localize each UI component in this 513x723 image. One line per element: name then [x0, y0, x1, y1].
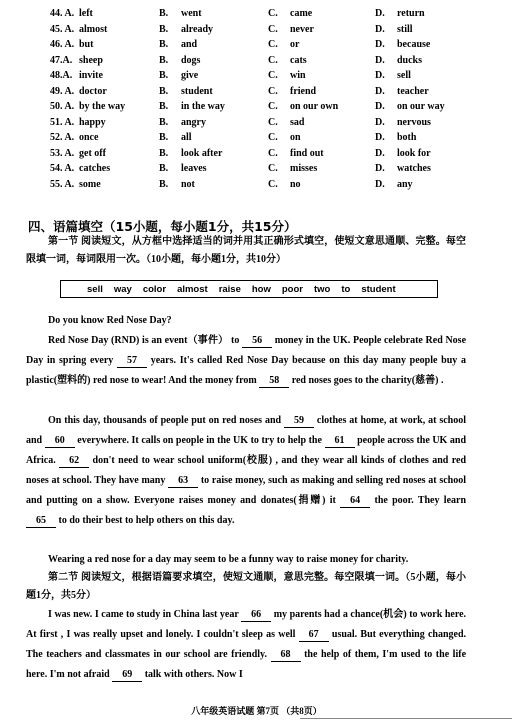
question-number: 53. A. — [50, 147, 75, 159]
option-b-letter: B. — [159, 147, 169, 159]
word-box-item: color — [142, 283, 167, 295]
option-d-letter: D. — [375, 132, 385, 143]
option-c: misses — [290, 163, 318, 174]
option-a: but — [79, 39, 94, 50]
passage-text: red noses goes to the charity(慈善) . — [291, 375, 444, 386]
choice-row — [0, 179, 513, 195]
option-b: not — [181, 178, 195, 190]
option-a: invite — [79, 70, 103, 81]
option-c-letter: C. — [268, 147, 278, 159]
option-d-letter: D. — [375, 116, 385, 128]
option-b-letter: B. — [159, 116, 169, 128]
passage-text: my parents had a chance(机会) to work here. At first , I was really upset and lonely. I couldn't sleep as well — [26, 609, 467, 640]
word-box-item: poor — [281, 283, 303, 295]
choice-row — [0, 132, 513, 148]
option-d-letter: D. — [375, 23, 385, 35]
option-b-letter: B. — [159, 8, 169, 19]
word-box-item: sell — [87, 283, 103, 295]
choice-row — [0, 70, 513, 86]
choice-row — [0, 148, 513, 164]
footer-rule — [300, 718, 512, 719]
passage-text: On this day, thousands of people put on red noses and — [48, 415, 282, 426]
option-d-letter: D. — [375, 101, 385, 112]
option-d: watches — [397, 163, 431, 174]
option-c: came — [290, 8, 313, 19]
passage-text: I was new. I came to study in China last year — [48, 609, 239, 620]
option-b: give — [181, 70, 199, 81]
passage-text: the poor. They learn — [374, 495, 467, 506]
option-c-letter: C. — [268, 23, 278, 35]
option-d: still — [397, 23, 413, 35]
passage-text: everywhere. It calls on people in the UK to try to help the — [77, 435, 322, 446]
part1-instructions: 第一节 阅读短文，从方框中选择适当的词并用其正确形式填空，使短文意思通顺、完整。每空限填一词，每词限用一次。（10小题，每小题1分，共10分） — [26, 236, 466, 265]
option-d-letter: D. — [375, 70, 385, 81]
question-number: 48.A. — [50, 70, 73, 81]
option-a: once — [79, 132, 99, 143]
passage-text: people across the UK and Africa. — [26, 435, 467, 466]
option-b-letter: B. — [159, 132, 169, 143]
option-b: look after — [181, 147, 223, 159]
word-box-item: student — [361, 283, 396, 295]
option-d-letter: D. — [375, 163, 385, 174]
option-b: dogs — [181, 54, 201, 66]
option-d-letter: D. — [375, 54, 385, 66]
blank-number: 60 — [45, 435, 75, 448]
question-number: 55. A. — [50, 178, 75, 190]
option-a: some — [79, 178, 101, 190]
option-c: no — [290, 178, 301, 190]
blank-number: 59 — [284, 415, 314, 428]
passage-text: don't need to wear school uniform(校服) , and they wear all kinds of clothes and red noses at school. They have many — [26, 455, 467, 486]
blank-number: 63 — [168, 475, 198, 488]
option-c-letter: C. — [268, 116, 278, 128]
word-box-item: how — [251, 283, 271, 295]
paragraph-2 — [26, 411, 466, 531]
option-c-letter: C. — [268, 85, 278, 97]
option-d: return — [397, 8, 425, 19]
option-b-letter: B. — [159, 163, 169, 174]
blank-number: 62 — [59, 455, 89, 468]
passage-text: usual. But everything changed. The teachers and classmates in our school are friendly. — [26, 629, 467, 660]
choice-row — [0, 101, 513, 117]
option-d: because — [397, 39, 431, 50]
passage-title: Do you know Red Nose Day? — [48, 315, 172, 326]
option-c: find out — [290, 147, 324, 159]
option-b-letter: B. — [159, 23, 169, 35]
choice-row — [0, 86, 513, 102]
option-a: catches — [79, 163, 111, 174]
question-number: 51. A. — [50, 116, 75, 128]
blank-number: 69 — [112, 669, 142, 682]
option-d-letter: D. — [375, 147, 385, 159]
word-box-item: way — [113, 283, 132, 295]
question-number: 50. A. — [50, 101, 75, 112]
blank-number: 66 — [241, 609, 271, 622]
passage-text: money in the UK. People celebrate Red Nose Day in spring every — [26, 335, 467, 366]
question-number: 49. A. — [50, 85, 75, 97]
question-number: 54. A. — [50, 163, 75, 174]
choice-row — [0, 117, 513, 133]
blank-number: 68 — [271, 649, 301, 662]
option-d: both — [397, 132, 417, 143]
blank-number: 65 — [26, 515, 56, 528]
option-d: any — [397, 178, 413, 190]
question-number: 47.A. — [50, 54, 73, 66]
option-b: leaves — [181, 163, 207, 174]
question-number: 46. A. — [50, 39, 75, 50]
passage-text: to do their best to help others on this day. — [58, 515, 235, 526]
option-b: went — [181, 8, 202, 19]
question-number: 45. A. — [50, 23, 75, 35]
part2-instructions: 第二节 阅读短文，根据语篇要求填空，使短文通顺，意思完整。每空限填一词。（5小题，每小题1分，共5分） — [26, 572, 466, 601]
paragraph-4 — [26, 605, 466, 685]
question-number: 52. A. — [50, 132, 75, 143]
option-b-letter: B. — [159, 178, 169, 190]
option-d: teacher — [397, 85, 429, 97]
option-b: angry — [181, 116, 206, 128]
option-c-letter: C. — [268, 101, 278, 112]
option-d: nervous — [397, 116, 431, 128]
option-b-letter: B. — [159, 39, 169, 50]
question-number: 44. A. — [50, 8, 75, 19]
option-c: on — [290, 132, 301, 143]
option-b-letter: B. — [159, 70, 169, 81]
blank-number: 61 — [325, 435, 355, 448]
option-c-letter: C. — [268, 163, 278, 174]
option-c: never — [290, 23, 314, 35]
option-b: student — [181, 85, 213, 97]
option-b: in the way — [181, 101, 225, 112]
option-d-letter: D. — [375, 178, 385, 190]
word-box-item: to — [341, 283, 351, 295]
option-c: friend — [290, 85, 317, 97]
paragraph-3: Wearing a red nose for a day may seem to be a funny way to raise money for charity. — [48, 554, 409, 565]
option-d-letter: D. — [375, 8, 385, 19]
blank-number: 57 — [117, 355, 147, 368]
option-b-letter: B. — [159, 85, 169, 97]
option-c: win — [290, 70, 306, 81]
passage-text: to raise money, such as making and selling red noses at school and putting on a show. Everyone raises money and donates(捐赠) it — [26, 475, 467, 506]
option-c-letter: C. — [268, 39, 278, 50]
option-c: on our own — [290, 101, 339, 112]
passage-text: the help of them, I'm used to the life here. I'm not afraid — [26, 649, 467, 680]
choice-row — [0, 55, 513, 71]
option-a: left — [79, 8, 93, 19]
word-box-item: two — [313, 283, 331, 295]
choice-row — [0, 39, 513, 55]
choice-row — [0, 24, 513, 40]
choice-row — [0, 163, 513, 179]
option-b: already — [181, 23, 214, 35]
word-box-item: almost — [177, 283, 208, 295]
blank-number: 58 — [259, 375, 289, 388]
option-a: by the way — [79, 101, 126, 112]
section-title: 四、语篇填空（15小题，每小题1分，共15分） — [28, 219, 297, 234]
choice-row — [0, 8, 513, 24]
passage-text: clothes at home, at work, at school and — [26, 415, 466, 446]
option-a: get off — [79, 147, 106, 159]
option-c-letter: C. — [268, 132, 278, 143]
blank-number: 64 — [340, 495, 370, 508]
option-d: look for — [397, 147, 431, 159]
option-b: all — [181, 132, 192, 143]
option-c-letter: C. — [268, 8, 278, 19]
option-c-letter: C. — [268, 178, 278, 190]
option-d: on our way — [397, 101, 445, 112]
word-box — [60, 280, 438, 298]
option-a: almost — [79, 23, 108, 35]
option-c-letter: C. — [268, 70, 278, 81]
option-c-letter: C. — [268, 54, 278, 66]
passage-text: years. It's called Red Nose Day because on this day many people buy a plastic(塑料的) red nose to wear! And the money from — [26, 355, 466, 386]
multiple-choice-list — [0, 8, 513, 194]
option-d-letter: D. — [375, 85, 385, 97]
option-d: sell — [397, 70, 411, 81]
passage-text: Red Nose Day (RND) is an event（事件） to — [48, 335, 240, 346]
option-d: ducks — [397, 54, 423, 66]
option-a: sheep — [79, 54, 103, 66]
word-box-item: raise — [218, 283, 241, 295]
option-b-letter: B. — [159, 101, 169, 112]
blank-number: 56 — [242, 335, 272, 348]
paragraph-1 — [26, 331, 466, 391]
option-c: sad — [290, 116, 305, 128]
option-b-letter: B. — [159, 54, 169, 66]
option-b: and — [181, 39, 198, 50]
option-a: happy — [79, 116, 106, 128]
blank-number: 67 — [299, 629, 329, 642]
option-a: doctor — [79, 85, 107, 97]
page-footer: 八年级英语试题 第7页 （共8页） — [191, 706, 322, 716]
option-c: or — [290, 39, 300, 50]
option-d-letter: D. — [375, 39, 385, 50]
option-c: cats — [290, 54, 307, 66]
passage-text: talk with others. Now I — [144, 669, 243, 680]
